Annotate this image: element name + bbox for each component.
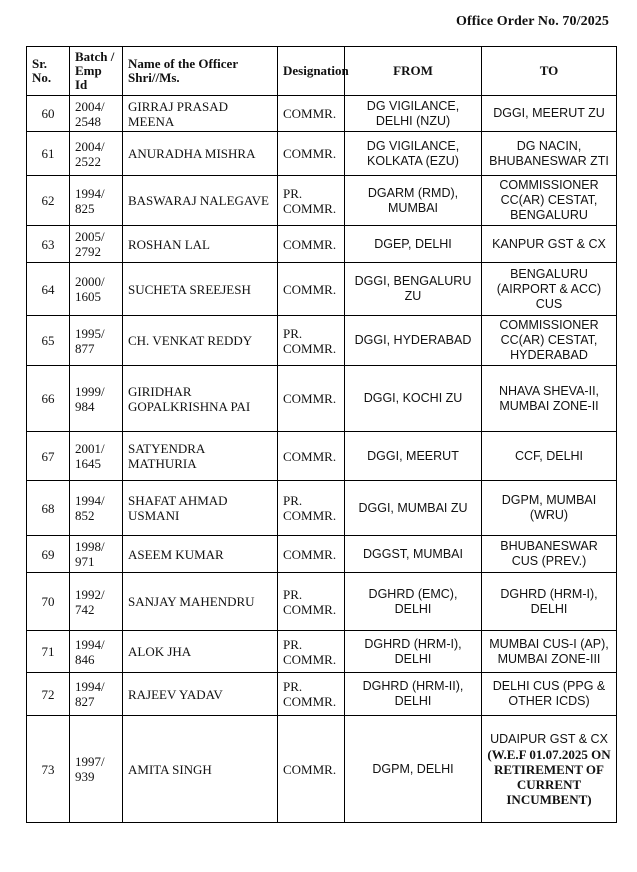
designation-cell [278, 573, 345, 631]
batch-cell [70, 263, 123, 316]
to-cell-text: NHAVA SHEVA-II, MUMBAI ZONE-II [498, 383, 600, 413]
officer-name-cell [123, 673, 278, 716]
officer-name-cell-text: BASWARAJ NALEGAVE [128, 193, 269, 208]
officer-name-cell [123, 176, 278, 226]
to-cell-text: BENGALURU (AIRPORT & ACC) CUS [496, 266, 602, 311]
to-cell [482, 316, 617, 366]
designation-cell-text: PR. COMMR. [283, 679, 337, 709]
designation-cell-text: COMMR. [283, 236, 337, 252]
to-cell [482, 263, 617, 316]
from-cell-text: DGHRD (EMC), DELHI [368, 586, 458, 616]
table-row [27, 481, 617, 536]
batch-cell [70, 631, 123, 673]
header-batch: Batch / Emp Id [70, 47, 123, 96]
table-row [27, 716, 617, 823]
officer-name-cell [123, 263, 278, 316]
sr-no-cell-text: 68 [41, 500, 55, 516]
officer-name-cell-text: SANJAY MAHENDRU [128, 594, 255, 609]
to-cell-text: DGGI, MEERUT ZU [493, 106, 605, 120]
table-body [27, 96, 617, 823]
sr-no-cell-text: 69 [41, 546, 55, 562]
batch-cell-text: 2000/ 1605 [75, 274, 105, 304]
to-cell-text: UDAIPUR GST & CX [490, 731, 608, 746]
batch-cell-text: 1997/ 939 [75, 754, 105, 784]
batch-cell [70, 716, 123, 823]
designation-cell-text: COMMR. [283, 281, 337, 297]
sr-no-cell-text: 72 [41, 686, 55, 702]
batch-cell [70, 481, 123, 536]
officer-name-cell-text: ROSHAN LAL [128, 236, 210, 252]
to-cell [482, 432, 617, 481]
batch-cell [70, 673, 123, 716]
from-cell-text: DGARM (RMD), MUMBAI [367, 185, 459, 215]
table-row [27, 631, 617, 673]
header-name: Name of the Officer Shri//Ms. [123, 47, 278, 96]
batch-cell-text: 1998/ 971 [75, 539, 105, 569]
transfer-table [26, 46, 617, 823]
batch-cell-text: 1994/ 827 [75, 679, 105, 709]
table-row [27, 316, 617, 366]
sr-no-cell [27, 132, 70, 176]
designation-cell [278, 366, 345, 432]
officer-name-cell [123, 316, 278, 366]
designation-cell [278, 176, 345, 226]
sr-no-cell [27, 176, 70, 226]
designation-cell-text: COMMR. [283, 761, 337, 777]
table-row [27, 573, 617, 631]
from-cell-text: DGGI, HYDERABAD [354, 333, 472, 347]
officer-name-cell [123, 132, 278, 176]
designation-cell [278, 536, 345, 573]
designation-cell-text: PR. COMMR. [283, 636, 337, 667]
effective-date-note: (W.E.F 01.07.2025 ON RETIREMENT OF CURRENT INCUMBENT) [487, 746, 611, 807]
sr-no-cell [27, 716, 70, 823]
officer-name-cell [123, 536, 278, 573]
designation-cell-text: COMMR. [283, 391, 337, 406]
officer-name-cell [123, 716, 278, 823]
to-cell-text: DGHRD (HRM-I), DELHI [500, 586, 598, 616]
from-cell [345, 96, 482, 132]
batch-cell [70, 573, 123, 631]
from-cell [345, 481, 482, 536]
sr-no-cell-text: 70 [41, 594, 55, 609]
batch-cell [70, 316, 123, 366]
to-cell [482, 673, 617, 716]
to-cell-text: COMMISSIONER CC(AR) CESTAT, HYDERABAD [499, 318, 599, 362]
designation-cell-text: COMMR. [283, 546, 337, 562]
batch-cell-text: 2005/ 2792 [75, 229, 105, 259]
table-row [27, 226, 617, 263]
batch-cell [70, 536, 123, 573]
batch-cell [70, 366, 123, 432]
officer-name-cell [123, 366, 278, 432]
from-cell-text: DGHRD (HRM-I), DELHI [364, 636, 462, 666]
table-row [27, 176, 617, 226]
designation-cell-text: PR. COMMR. [283, 325, 337, 356]
sr-no-cell-text: 65 [41, 333, 55, 348]
sr-no-cell-text: 62 [41, 193, 55, 208]
to-cell [482, 481, 617, 536]
header-designation: Designation [278, 47, 345, 96]
from-cell-text: DGPM, DELHI [372, 761, 454, 776]
to-cell-text: MUMBAI CUS-I (AP), MUMBAI ZONE-III [489, 636, 609, 666]
batch-cell [70, 132, 123, 176]
designation-cell-text: COMMR. [283, 106, 337, 121]
to-cell-text: KANPUR GST & CX [492, 236, 606, 251]
from-cell [345, 631, 482, 673]
sr-no-cell [27, 573, 70, 631]
designation-cell [278, 96, 345, 132]
from-cell [345, 132, 482, 176]
to-cell [482, 176, 617, 226]
table-row [27, 132, 617, 176]
batch-cell-text: 1994/ 825 [75, 185, 105, 216]
header-to: TO [482, 47, 617, 96]
table-row [27, 536, 617, 573]
batch-cell [70, 432, 123, 481]
from-cell-text: DG VIGILANCE, KOLKATA (EZU) [366, 138, 460, 168]
officer-name-cell-text: ANURADHA MISHRA [128, 146, 256, 161]
to-cell-text: COMMISSIONER CC(AR) CESTAT, BENGALURU [499, 178, 599, 222]
to-cell [482, 366, 617, 432]
table-header-row [27, 47, 617, 96]
table-row [27, 366, 617, 432]
to-cell [482, 132, 617, 176]
batch-cell [70, 176, 123, 226]
batch-cell [70, 226, 123, 263]
officer-name-cell-text: SHAFAT AHMAD USMANI [128, 493, 228, 523]
sr-no-cell [27, 432, 70, 481]
to-cell [482, 573, 617, 631]
sr-no-cell [27, 226, 70, 263]
to-cell-text: CCF, DELHI [514, 448, 584, 463]
batch-cell-text: 2001/ 1645 [75, 441, 105, 471]
sr-no-cell [27, 481, 70, 536]
sr-no-cell [27, 96, 70, 132]
designation-cell [278, 673, 345, 716]
to-cell [482, 536, 617, 573]
office-order-number: Office Order No. 70/2025 [456, 14, 609, 29]
from-cell [345, 536, 482, 573]
from-cell-text: DGGI, MUMBAI ZU [358, 500, 468, 515]
designation-cell [278, 481, 345, 536]
officer-name-cell [123, 631, 278, 673]
officer-name-cell-text: RAJEEV YADAV [128, 686, 223, 702]
sr-no-cell [27, 536, 70, 573]
from-cell [345, 226, 482, 263]
to-cell [482, 716, 617, 823]
from-cell [345, 673, 482, 716]
batch-cell-text: 1999/ 984 [75, 383, 105, 414]
table-row [27, 96, 617, 132]
from-cell [345, 366, 482, 432]
officer-name-cell-text: ALOK JHA [128, 644, 192, 659]
designation-cell-text: PR. COMMR. [283, 586, 337, 617]
designation-cell [278, 432, 345, 481]
table-row [27, 263, 617, 316]
from-cell-text: DG VIGILANCE, DELHI (NZU) [366, 98, 460, 128]
sr-no-cell [27, 366, 70, 432]
officer-name-cell [123, 481, 278, 536]
to-cell [482, 631, 617, 673]
from-cell [345, 263, 482, 316]
sr-no-cell-text: 73 [41, 761, 55, 777]
batch-cell-text: 1994/ 852 [75, 493, 105, 523]
batch-cell-text: 2004/ 2548 [75, 98, 105, 129]
from-cell-text: DGGST, MUMBAI [362, 546, 463, 561]
officer-name-cell [123, 226, 278, 263]
designation-cell-text: COMMR. [283, 448, 337, 464]
to-cell-text: DG NACIN, BHUBANESWAR ZTI [489, 138, 609, 168]
batch-cell [70, 96, 123, 132]
from-cell [345, 176, 482, 226]
officer-name-cell [123, 96, 278, 132]
officer-name-cell-text: CH. VENKAT REDDY [128, 333, 253, 348]
officer-name-cell-text: GIRRAJ PRASAD MEENA [128, 98, 229, 129]
to-cell [482, 226, 617, 263]
officer-name-cell-text: ASEEM KUMAR [128, 546, 224, 562]
table-row [27, 673, 617, 716]
sr-no-cell [27, 673, 70, 716]
sr-no-cell-text: 60 [41, 106, 55, 121]
from-cell-text: DGEP, DELHI [374, 236, 452, 251]
designation-cell [278, 716, 345, 823]
to-cell-text: DGPM, MUMBAI (WRU) [501, 493, 597, 522]
header-sr-no: Sr. No. [27, 47, 70, 96]
table-row [27, 432, 617, 481]
sr-no-cell [27, 263, 70, 316]
designation-cell [278, 226, 345, 263]
from-cell-text: DGGI, BENGALURU ZU [354, 274, 472, 303]
designation-cell [278, 132, 345, 176]
officer-name-cell-text: SUCHETA SREEJESH [128, 281, 251, 297]
from-cell-text: DGGI, KOCHI ZU [363, 391, 463, 405]
from-cell-text: DGHRD (HRM-II), DELHI [362, 679, 464, 708]
to-cell-text: DELHI CUS (PPG & OTHER ICDS) [492, 679, 606, 708]
batch-cell-text: 1995/ 877 [75, 325, 105, 356]
sr-no-cell-text: 66 [41, 391, 55, 406]
designation-cell-text: PR. COMMR. [283, 185, 337, 216]
designation-cell-text: COMMR. [283, 146, 337, 161]
to-cell-text: BHUBANESWAR CUS (PREV.) [500, 539, 598, 568]
batch-cell-text: 1992/ 742 [75, 586, 105, 617]
from-cell [345, 432, 482, 481]
sr-no-cell-text: 64 [41, 281, 55, 297]
officer-name-cell [123, 573, 278, 631]
designation-cell [278, 316, 345, 366]
officer-name-cell-text: AMITA SINGH [128, 761, 212, 777]
sr-no-cell-text: 61 [41, 146, 55, 161]
officer-name-cell [123, 432, 278, 481]
batch-cell-text: 2004/ 2522 [75, 138, 105, 169]
sr-no-cell [27, 316, 70, 366]
from-cell [345, 573, 482, 631]
designation-cell-text: PR. COMMR. [283, 493, 337, 523]
header-from: FROM [345, 47, 482, 96]
sr-no-cell-text: 71 [41, 644, 55, 659]
sr-no-cell-text: 63 [41, 236, 55, 252]
from-cell [345, 316, 482, 366]
from-cell [345, 716, 482, 823]
batch-cell-text: 1994/ 846 [75, 636, 105, 667]
designation-cell [278, 631, 345, 673]
sr-no-cell [27, 631, 70, 673]
from-cell-text: DGGI, MEERUT [367, 448, 459, 463]
sr-no-cell-text: 67 [41, 448, 55, 464]
to-cell [482, 96, 617, 132]
officer-name-cell-text: GIRIDHAR GOPALKRISHNA PAI [128, 383, 251, 414]
officer-name-cell-text: SATYENDRA MATHURIA [128, 441, 205, 471]
designation-cell [278, 263, 345, 316]
